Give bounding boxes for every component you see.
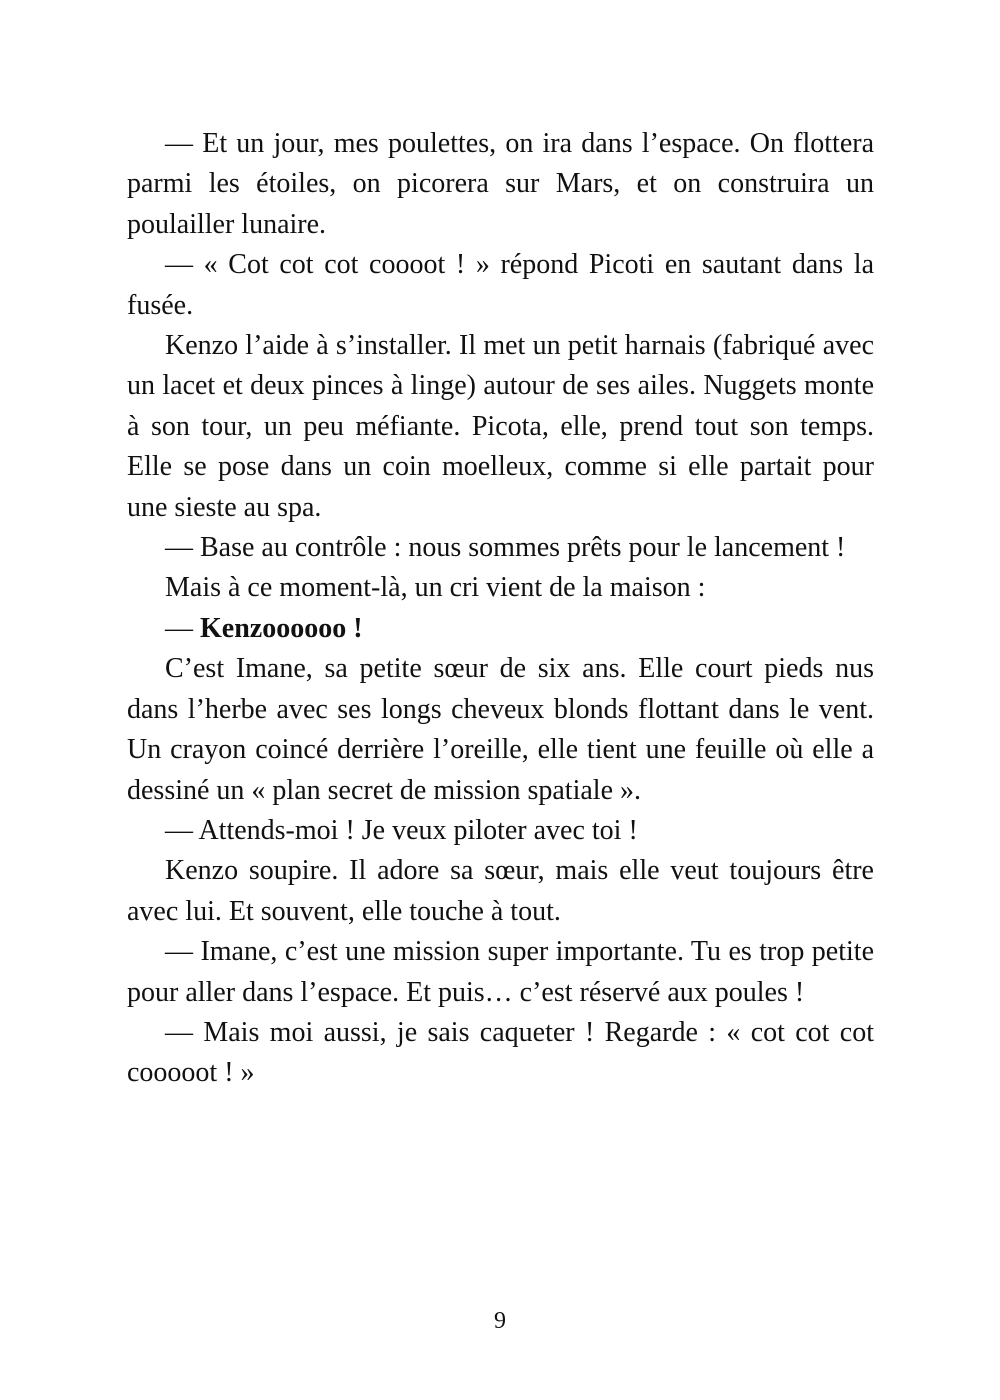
paragraph-base-control: — Base au contrôle : nous sommes prêts pour le lancement !	[165, 532, 846, 564]
paragraph-imane-arrives: C’est Imane, sa petite sœur de six ans. Elle court pieds nus dans l’herbe avec ses longs cheveux blonds flottant dans le vent. Un crayon coincé derrière l’oreille, elle tient une feuille où elle a dessiné un « plan secret de mission spatiale ».	[127, 653, 874, 806]
paragraph-mission-important: — Imane, c’est une mission super importante. Tu es trop petite pour aller dans l’espace. Et puis… c’est réservé aux poules !	[127, 936, 874, 1008]
page-text	[127, 124, 874, 1094]
paragraph-cry-from-house: Mais à ce moment-là, un cri vient de la maison :	[165, 572, 706, 604]
shout-text: Kenzoooooo !	[200, 612, 363, 644]
page-number: 9	[494, 1308, 506, 1334]
paragraph-picoti-reply: — « Cot cot cot coooot ! » répond Picoti en sautant dans la fusée.	[127, 249, 874, 321]
paragraph-i-can-cluck: — Mais moi aussi, je sais caqueter ! Regarde : « cot cot cot cooooot ! »	[127, 1016, 874, 1089]
paragraph-space-dream: — Et un jour, mes poulettes, on ira dans l’espace. On flottera parmi les étoiles, on picorera sur Mars, et on construira un poulailler lunaire.	[127, 128, 874, 240]
paragraph-shout	[127, 609, 874, 649]
paragraph-wait-for-me: — Attends-moi ! Je veux piloter avec toi !	[165, 814, 638, 846]
paragraph-kenzo-sighs: Kenzo soupire. Il adore sa sœur, mais elle veut toujours être avec lui. Et souvent, elle touche à tout.	[127, 855, 874, 927]
paragraph-kenzo-installs: Kenzo l’aide à s’installer. Il met un petit harnais (fabriqué avec un lacet et deux pinces à linge) autour de ses ailes. Nuggets monte à son tour, un peu méfiante. Picota, elle, prend tout son temps. Elle se pose dans un coin moelleux, comme si elle partait pour une sieste au spa.	[127, 330, 874, 523]
dash-prefix: —	[165, 612, 200, 644]
